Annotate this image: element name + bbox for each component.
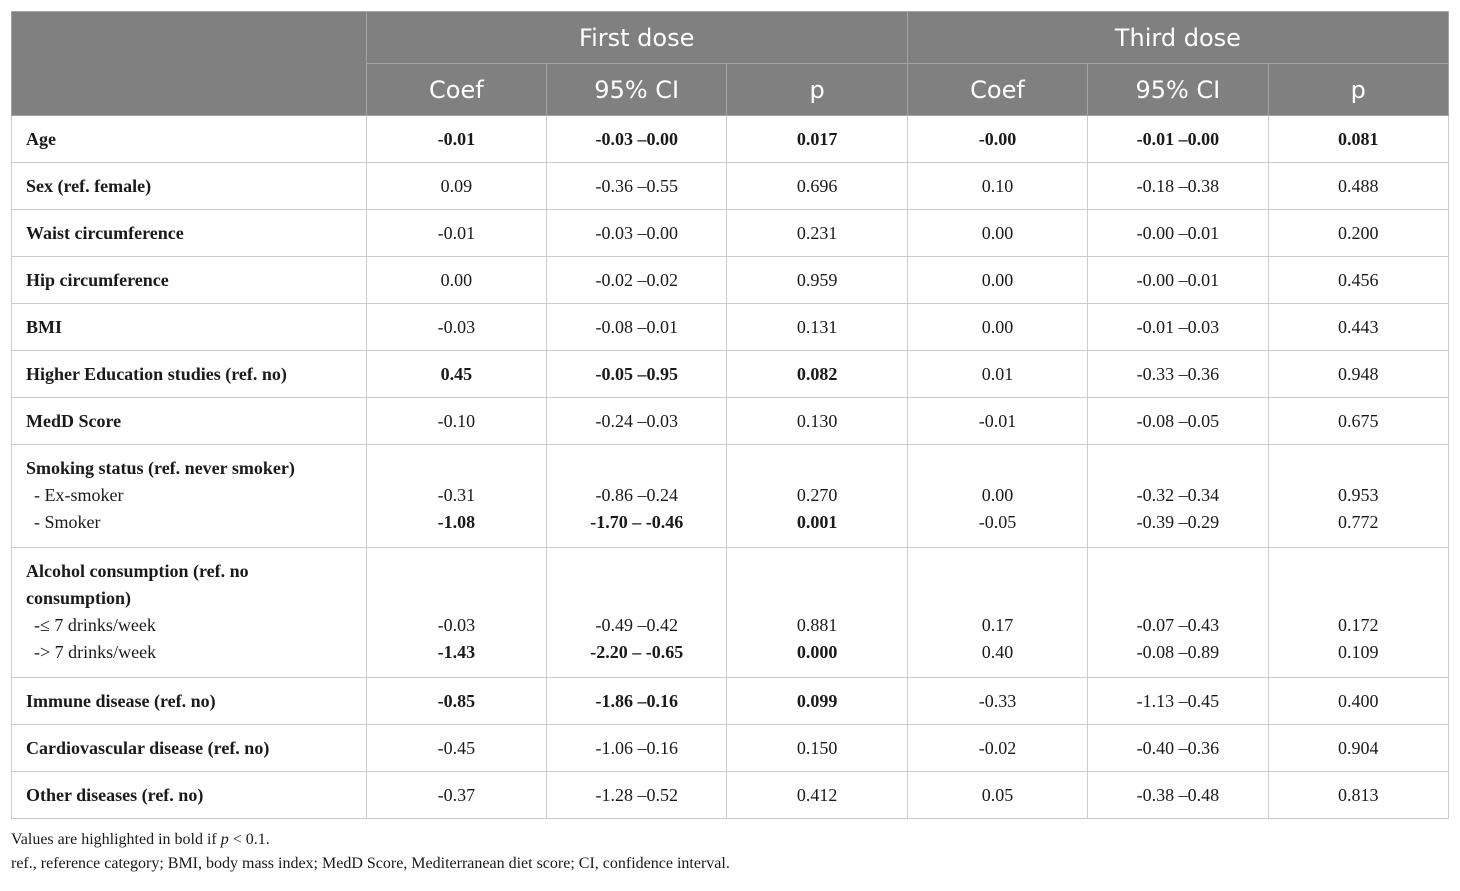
- table-cell: 0.130: [727, 398, 907, 445]
- blank-line: [1088, 455, 1267, 482]
- blank-line: [908, 558, 1087, 585]
- header-p-first: p: [727, 64, 907, 116]
- table-row: [12, 163, 1449, 210]
- header-group-first-dose: First dose: [366, 12, 907, 64]
- table-cell: [1088, 548, 1268, 678]
- table-cell: -0.02: [907, 725, 1087, 772]
- table-row: [12, 210, 1449, 257]
- cell-value: -0.49 –0.42: [595, 615, 678, 635]
- table-cell: 0.456: [1268, 257, 1448, 304]
- footnote-bold-rule: Values are highlighted in bold if p < 0.1.: [11, 831, 270, 848]
- cell-value: -2.20 – -0.65: [590, 642, 684, 662]
- table-cell: 0.00: [907, 210, 1087, 257]
- table-cell: -0.00 –0.01: [1088, 257, 1268, 304]
- table-row: [12, 257, 1449, 304]
- blank-line: [1088, 585, 1267, 612]
- row-label: MedD Score: [12, 398, 367, 445]
- regression-table: [11, 11, 1449, 819]
- cell-value: 0.40: [981, 642, 1014, 662]
- cell-value: -0.08 –0.89: [1136, 642, 1220, 662]
- blank-line: [1269, 558, 1448, 585]
- table-cell: -0.08 –0.05: [1088, 398, 1268, 445]
- table-cell: -0.01 –0.00: [1088, 116, 1268, 163]
- table-row: [12, 772, 1449, 819]
- row-label: Immune disease (ref. no): [12, 678, 367, 725]
- table-cell: -1.13 –0.45: [1088, 678, 1268, 725]
- blank-line: [908, 455, 1087, 482]
- blank-line: [1269, 585, 1448, 612]
- row-label: BMI: [12, 304, 367, 351]
- cell-value: 0.881: [796, 615, 838, 635]
- table-row: [12, 678, 1449, 725]
- table-cell: -0.38 –0.48: [1088, 772, 1268, 819]
- table-cell: 0.231: [727, 210, 907, 257]
- table-row: [12, 398, 1449, 445]
- table-cell: 0.488: [1268, 163, 1448, 210]
- table-cell: -1.28 –0.52: [547, 772, 727, 819]
- table-cell: 0.813: [1268, 772, 1448, 819]
- table-cell: -0.03: [366, 304, 546, 351]
- table-cell: [907, 548, 1087, 678]
- table-cell: [1268, 548, 1448, 678]
- table-cell: 0.45: [366, 351, 546, 398]
- cell-value: -0.86 –0.24: [595, 485, 678, 505]
- header-ci-first: 95% CI: [547, 64, 727, 116]
- header-corner: [12, 12, 367, 116]
- cell-value: 0.001: [796, 512, 838, 532]
- table-body: [12, 116, 1449, 819]
- cell-value: -1.08: [437, 512, 476, 532]
- table-cell: 0.904: [1268, 725, 1448, 772]
- cell-value: -1.43: [437, 642, 476, 662]
- header-coef-first: Coef: [366, 64, 546, 116]
- table-cell: 0.09: [366, 163, 546, 210]
- table-cell: 0.01: [907, 351, 1087, 398]
- row-label: Sex (ref. female): [12, 163, 367, 210]
- table-cell: [366, 548, 546, 678]
- table-cell: 0.959: [727, 257, 907, 304]
- table-cell: 0.150: [727, 725, 907, 772]
- table-cell: 0.443: [1268, 304, 1448, 351]
- regression-table-container: [11, 11, 1449, 876]
- table-row: [12, 351, 1449, 398]
- blank-line: [727, 585, 906, 612]
- table-cell: 0.696: [727, 163, 907, 210]
- table-cell: -0.40 –0.36: [1088, 725, 1268, 772]
- table-cell: -0.18 –0.38: [1088, 163, 1268, 210]
- table-cell: [547, 548, 727, 678]
- row-label-alcohol: [12, 548, 367, 678]
- sublabel: - Smoker: [34, 512, 101, 532]
- blank-line: [367, 585, 546, 612]
- group-label-line2: consumption): [26, 588, 132, 608]
- blank-line: [547, 585, 726, 612]
- cell-value: 0.953: [1338, 485, 1379, 505]
- table-cell: 0.675: [1268, 398, 1448, 445]
- blank-line: [727, 455, 906, 482]
- blank-line: [367, 455, 546, 482]
- table-cell: 0.05: [907, 772, 1087, 819]
- cell-value: 0.00: [981, 485, 1014, 505]
- table-cell: 0.948: [1268, 351, 1448, 398]
- blank-line: [1088, 558, 1267, 585]
- table-cell: -0.02 –0.02: [547, 257, 727, 304]
- table-row-alcohol: [12, 548, 1449, 678]
- cell-value: 0.270: [796, 485, 838, 505]
- table-cell: 0.099: [727, 678, 907, 725]
- table-cell: [1088, 445, 1268, 548]
- sublabel: -≤ 7 drinks/week: [34, 615, 156, 635]
- cell-value: -0.03: [437, 615, 476, 635]
- table-cell: -0.33: [907, 678, 1087, 725]
- table-cell: -0.33 –0.36: [1088, 351, 1268, 398]
- blank-line: [908, 585, 1087, 612]
- blank-line: [727, 558, 906, 585]
- row-label: Other diseases (ref. no): [12, 772, 367, 819]
- blank-line: [547, 558, 726, 585]
- sublabel: -> 7 drinks/week: [34, 642, 157, 662]
- table-cell: -0.05 –0.95: [547, 351, 727, 398]
- cell-value: 0.000: [796, 642, 838, 662]
- cell-value: 0.17: [981, 615, 1014, 635]
- table-cell: -0.01: [366, 210, 546, 257]
- table-cell: -0.08 –0.01: [547, 304, 727, 351]
- table-cell: 0.081: [1268, 116, 1448, 163]
- table-cell: -0.24 –0.03: [547, 398, 727, 445]
- cell-value: -0.32 –0.34: [1136, 485, 1220, 505]
- table-cell: -0.10: [366, 398, 546, 445]
- table-cell: [727, 548, 907, 678]
- cell-value: -0.05: [978, 512, 1017, 532]
- table-cell: 0.00: [907, 257, 1087, 304]
- table-cell: 0.200: [1268, 210, 1448, 257]
- table-cell: 0.00: [907, 304, 1087, 351]
- cell-value: -1.70 – -0.46: [590, 512, 684, 532]
- table-cell: -0.01: [366, 116, 546, 163]
- table-cell: [907, 445, 1087, 548]
- table-cell: -0.36 –0.55: [547, 163, 727, 210]
- table-footnote: [11, 828, 1449, 876]
- sublabel: - Ex-smoker: [34, 485, 124, 505]
- table-cell: -0.85: [366, 678, 546, 725]
- row-label: Higher Education studies (ref. no): [12, 351, 367, 398]
- table-row: [12, 725, 1449, 772]
- blank-line: [547, 455, 726, 482]
- table-cell: 0.00: [366, 257, 546, 304]
- row-label: Waist circumference: [12, 210, 367, 257]
- table-cell: -0.03 –0.00: [547, 116, 727, 163]
- header-coef-third: Coef: [907, 64, 1087, 116]
- row-label: Age: [12, 116, 367, 163]
- table-cell: [547, 445, 727, 548]
- table-cell: -0.01 –0.03: [1088, 304, 1268, 351]
- row-label-smoking: [12, 445, 367, 548]
- footnote-abbreviations: ref., reference category; BMI, body mass index; MedD Score, Mediterranean diet score; CI, confidence interval.: [11, 855, 730, 872]
- table-cell: [1268, 445, 1448, 548]
- table-cell: [727, 445, 907, 548]
- table-cell: [366, 445, 546, 548]
- table-cell: -0.01: [907, 398, 1087, 445]
- table-cell: 0.017: [727, 116, 907, 163]
- cell-value: -0.07 –0.43: [1136, 615, 1220, 635]
- table-header: [12, 12, 1449, 116]
- table-cell: 0.082: [727, 351, 907, 398]
- table-cell: -1.06 –0.16: [547, 725, 727, 772]
- table-cell: -0.45: [366, 725, 546, 772]
- table-cell: 0.412: [727, 772, 907, 819]
- cell-value: 0.772: [1338, 512, 1379, 532]
- header-group-third-dose: Third dose: [907, 12, 1448, 64]
- table-cell: -1.86 –0.16: [547, 678, 727, 725]
- blank-line: [367, 558, 546, 585]
- table-row-smoking: [12, 445, 1449, 548]
- group-label: Smoking status (ref. never smoker): [26, 458, 295, 478]
- row-label: Cardiovascular disease (ref. no): [12, 725, 367, 772]
- table-row: [12, 304, 1449, 351]
- cell-value: -0.39 –0.29: [1136, 512, 1220, 532]
- table-cell: 0.400: [1268, 678, 1448, 725]
- header-ci-third: 95% CI: [1088, 64, 1268, 116]
- row-label: Hip circumference: [12, 257, 367, 304]
- table-cell: 0.131: [727, 304, 907, 351]
- blank-line: [1269, 455, 1448, 482]
- table-row: [12, 116, 1449, 163]
- cell-value: 0.172: [1338, 615, 1379, 635]
- table-cell: -0.03 –0.00: [547, 210, 727, 257]
- table-cell: -0.00: [907, 116, 1087, 163]
- cell-value: -0.31: [437, 485, 476, 505]
- header-p-third: p: [1268, 64, 1448, 116]
- group-label-line1: Alcohol consumption (ref. no: [26, 561, 249, 581]
- cell-value: 0.109: [1338, 642, 1379, 662]
- table-cell: -0.00 –0.01: [1088, 210, 1268, 257]
- table-cell: 0.10: [907, 163, 1087, 210]
- table-cell: -0.37: [366, 772, 546, 819]
